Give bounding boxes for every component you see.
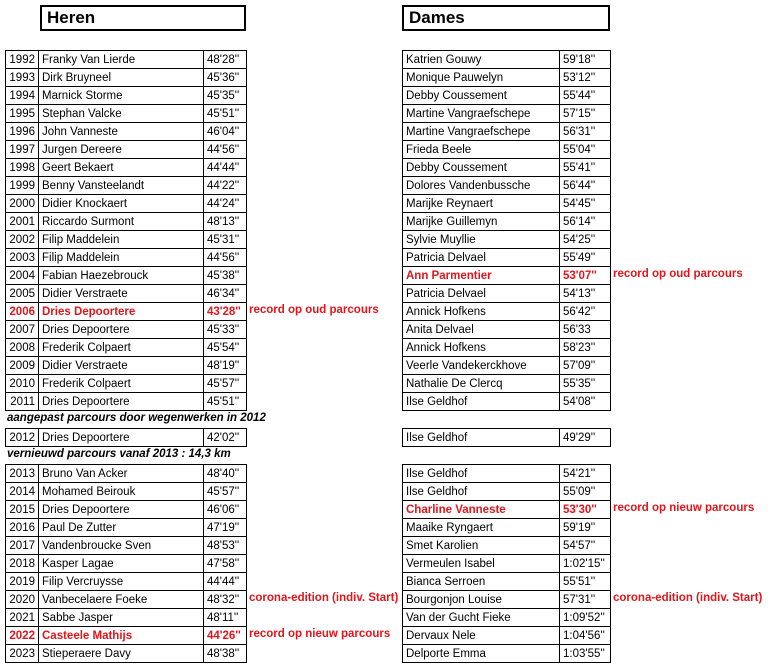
time-cell: 46'34'' — [204, 285, 247, 303]
name-cell: Smet Karolien — [403, 537, 560, 555]
year-cell: 2005 — [6, 285, 39, 303]
table-row — [403, 357, 611, 375]
table-row — [6, 141, 247, 159]
time-cell: 56'14'' — [560, 213, 611, 231]
table-row — [403, 177, 611, 195]
time-cell: 1:09'52'' — [560, 609, 611, 627]
name-cell: Frederik Colpaert — [39, 339, 204, 357]
time-cell: 54'57'' — [560, 537, 611, 555]
time-cell: 45'36'' — [204, 69, 247, 87]
name-cell: Annick Hofkens — [403, 303, 560, 321]
year-cell: 1995 — [6, 105, 39, 123]
table-row — [6, 555, 247, 573]
name-cell: Debby Coussement — [403, 87, 560, 105]
time-cell: 1:04'56'' — [560, 627, 611, 645]
name-cell: Stieperaere Davy — [39, 645, 204, 663]
time-cell: 46'04'' — [204, 123, 247, 141]
year-cell: 2002 — [6, 231, 39, 249]
table-row — [6, 519, 247, 537]
name-cell: Nathalie De Clercq — [403, 375, 560, 393]
year-cell: 1994 — [6, 87, 39, 105]
time-cell: 57'09'' — [560, 357, 611, 375]
name-cell: Filip Maddelein — [39, 231, 204, 249]
time-cell: 55'49'' — [560, 249, 611, 267]
name-cell: Filip Vercruysse — [39, 573, 204, 591]
table-row — [403, 609, 611, 627]
time-cell: 57'15'' — [560, 105, 611, 123]
year-cell: 2003 — [6, 249, 39, 267]
note-women-2020: corona-edition (indiv. Start) — [613, 592, 763, 604]
time-cell: 56'33 — [560, 321, 611, 339]
year-cell: 1999 — [6, 177, 39, 195]
table-row — [6, 195, 247, 213]
time-cell: 48'53'' — [204, 537, 247, 555]
time-cell: 44'22'' — [204, 177, 247, 195]
year-cell: 2013 — [6, 465, 39, 483]
time-cell: 55'35'' — [560, 375, 611, 393]
name-cell: Dirk Bruyneel — [39, 69, 204, 87]
year-cell: 2009 — [6, 357, 39, 375]
table-row — [6, 69, 247, 87]
name-cell: Dries Depoortere — [39, 501, 204, 519]
table-row — [6, 573, 247, 591]
time-cell: 48'40'' — [204, 465, 247, 483]
table-row — [403, 285, 611, 303]
table-row — [403, 195, 611, 213]
time-cell: 45'57'' — [204, 375, 247, 393]
name-cell: Patricia Delvael — [403, 249, 560, 267]
name-cell: Riccardo Surmont — [39, 213, 204, 231]
year-cell: 1992 — [6, 51, 39, 69]
name-cell: Anita Delvael — [403, 321, 560, 339]
name-cell: Vanbecelaere Foeke — [39, 591, 204, 609]
name-cell: Mohamed Beirouk — [39, 483, 204, 501]
time-cell: 48'32'' — [204, 591, 247, 609]
year-cell: 2023 — [6, 645, 39, 663]
table-row — [6, 429, 247, 447]
name-cell: Stephan Valcke — [39, 105, 204, 123]
time-cell: 47'58'' — [204, 555, 247, 573]
table-row — [403, 555, 611, 573]
name-cell: Marijke Guillemyn — [403, 213, 560, 231]
time-cell: 59'19'' — [560, 519, 611, 537]
name-cell: Bruno Van Acker — [39, 465, 204, 483]
table-row — [6, 303, 247, 321]
table-row — [6, 591, 247, 609]
table-row — [403, 51, 611, 69]
year-cell: 2017 — [6, 537, 39, 555]
time-cell: 56'44'' — [560, 177, 611, 195]
note-men-2022: record op nieuw parcours — [249, 628, 391, 640]
table-row — [6, 231, 247, 249]
name-cell: Martine Vangraefschepe — [403, 123, 560, 141]
time-cell: 53'30'' — [560, 501, 611, 519]
year-cell: 2019 — [6, 573, 39, 591]
table-row — [6, 627, 247, 645]
time-cell: 56'42'' — [560, 303, 611, 321]
name-cell: Didier Knockaert — [39, 195, 204, 213]
time-cell: 54'21'' — [560, 465, 611, 483]
time-cell: 55'04'' — [560, 141, 611, 159]
time-cell: 55'09'' — [560, 483, 611, 501]
year-cell: 2001 — [6, 213, 39, 231]
year-cell: 2015 — [6, 501, 39, 519]
table-row — [403, 69, 611, 87]
time-cell: 48'19'' — [204, 357, 247, 375]
name-cell: Van der Gucht Fieke — [403, 609, 560, 627]
name-cell: Dolores Vandenbussche — [403, 177, 560, 195]
men-results-table-old — [5, 50, 247, 411]
table-row — [6, 465, 247, 483]
year-cell: 2016 — [6, 519, 39, 537]
table-row — [6, 249, 247, 267]
time-cell: 53'07'' — [560, 267, 611, 285]
name-cell: Annick Hofkens — [403, 339, 560, 357]
table-row — [6, 51, 247, 69]
year-cell: 1997 — [6, 141, 39, 159]
time-cell: 48'38'' — [204, 645, 247, 663]
table-row — [6, 213, 247, 231]
year-cell: 1993 — [6, 69, 39, 87]
time-cell: 56'31'' — [560, 123, 611, 141]
name-cell: Geert Bekaert — [39, 159, 204, 177]
table-row — [6, 609, 247, 627]
table-row — [403, 231, 611, 249]
table-row — [6, 321, 247, 339]
name-cell: Dries Depoortere — [39, 321, 204, 339]
time-cell: 53'12'' — [560, 69, 611, 87]
time-cell: 43'28'' — [204, 303, 247, 321]
year-cell: 2010 — [6, 375, 39, 393]
name-cell: Katrien Gouwy — [403, 51, 560, 69]
time-cell: 45'35'' — [204, 87, 247, 105]
time-cell: 44'44'' — [204, 159, 247, 177]
year-cell: 2020 — [6, 591, 39, 609]
time-cell: 1:02'15'' — [560, 555, 611, 573]
year-cell: 2004 — [6, 267, 39, 285]
name-cell: Frieda Beele — [403, 141, 560, 159]
table-row — [6, 357, 247, 375]
time-cell: 48'11'' — [204, 609, 247, 627]
name-cell: Bianca Serroen — [403, 573, 560, 591]
table-row — [403, 213, 611, 231]
table-row — [6, 105, 247, 123]
time-cell: 54'25'' — [560, 231, 611, 249]
table-row — [403, 321, 611, 339]
name-cell: John Vanneste — [39, 123, 204, 141]
men-header: Heren — [40, 5, 246, 31]
name-cell: Vandenbroucke Sven — [39, 537, 204, 555]
table-row — [403, 87, 611, 105]
year-cell: 2008 — [6, 339, 39, 357]
table-row — [6, 123, 247, 141]
name-cell: Filip Maddelein — [39, 249, 204, 267]
time-cell: 59'18'' — [560, 51, 611, 69]
year-cell: 2006 — [6, 303, 39, 321]
name-cell: Ann Parmentier — [403, 267, 560, 285]
time-cell: 44'44'' — [204, 573, 247, 591]
table-row — [6, 285, 247, 303]
table-row — [403, 267, 611, 285]
note-men-2006: record op oud parcours — [249, 304, 379, 316]
name-cell: Dervaux Nele — [403, 627, 560, 645]
name-cell: Jurgen Dereere — [39, 141, 204, 159]
name-cell: Marijke Reynaert — [403, 195, 560, 213]
time-cell: 44'26'' — [204, 627, 247, 645]
table-row — [403, 141, 611, 159]
table-row — [403, 465, 611, 483]
time-cell: 45'51'' — [204, 105, 247, 123]
time-cell: 55'44'' — [560, 87, 611, 105]
time-cell: 45'33'' — [204, 321, 247, 339]
name-cell: Fabian Haezebrouck — [39, 267, 204, 285]
year-cell: 2014 — [6, 483, 39, 501]
time-cell: 54'13'' — [560, 285, 611, 303]
table-row — [403, 537, 611, 555]
name-cell: Didier Verstraete — [39, 357, 204, 375]
table-row — [403, 483, 611, 501]
table-row — [403, 375, 611, 393]
time-cell: 45'54'' — [204, 339, 247, 357]
table-row — [6, 159, 247, 177]
name-cell: Dries Depoortere — [39, 303, 204, 321]
table-row — [403, 105, 611, 123]
women-results-table-old — [402, 50, 611, 411]
name-cell: Debby Coussement — [403, 159, 560, 177]
time-cell: 48'13'' — [204, 213, 247, 231]
name-cell: Vermeulen Isabel — [403, 555, 560, 573]
women-header: Dames — [402, 5, 610, 31]
name-cell: Benny Vansteelandt — [39, 177, 204, 195]
year-cell: 2022 — [6, 627, 39, 645]
name-cell: Ilse Geldhof — [403, 465, 560, 483]
time-cell: 47'19'' — [204, 519, 247, 537]
time-cell: 46'06'' — [204, 501, 247, 519]
name-cell: Kasper Lagae — [39, 555, 204, 573]
time-cell: 42'02'' — [204, 429, 247, 447]
women-results-table-2012 — [402, 428, 611, 447]
table-row — [6, 537, 247, 555]
table-row — [403, 123, 611, 141]
time-cell: 44'56'' — [204, 249, 247, 267]
note-women-2015: record op nieuw parcours — [613, 502, 755, 514]
table-row — [403, 249, 611, 267]
name-cell: Sylvie Muyllie — [403, 231, 560, 249]
note-women-2004: record op oud parcours — [613, 268, 743, 280]
note-men-2020: corona-edition (indiv. Start) — [249, 592, 399, 604]
name-cell: Monique Pauwelyn — [403, 69, 560, 87]
time-cell: 45'31'' — [204, 231, 247, 249]
men-results-table-new — [5, 464, 247, 663]
year-cell: 2011 — [6, 393, 39, 411]
time-cell: 54'08'' — [560, 393, 611, 411]
year-cell: 1998 — [6, 159, 39, 177]
table-row — [6, 87, 247, 105]
name-cell: Sabbe Jasper — [39, 609, 204, 627]
table-row — [403, 591, 611, 609]
name-cell: Patricia Delvael — [403, 285, 560, 303]
table-row — [403, 573, 611, 591]
table-row — [6, 393, 247, 411]
name-cell: Casteele Mathijs — [39, 627, 204, 645]
name-cell: Didier Verstraete — [39, 285, 204, 303]
table-row — [403, 627, 611, 645]
year-cell: 2018 — [6, 555, 39, 573]
name-cell: Ilse Geldhof — [403, 393, 560, 411]
time-cell: 44'56'' — [204, 141, 247, 159]
name-cell: Charline Vanneste — [403, 501, 560, 519]
separator-2013: vernieuwd parcours vanaf 2013 : 14,3 km — [7, 448, 231, 460]
name-cell: Delporte Emma — [403, 645, 560, 663]
name-cell: Frederik Colpaert — [39, 375, 204, 393]
name-cell: Dries Depoortere — [39, 393, 204, 411]
time-cell: 57'31'' — [560, 591, 611, 609]
time-cell: 55'41'' — [560, 159, 611, 177]
year-cell: 1996 — [6, 123, 39, 141]
time-cell: 58'23'' — [560, 339, 611, 357]
time-cell: 44'24'' — [204, 195, 247, 213]
men-results-table-2012 — [5, 428, 247, 447]
table-row — [403, 303, 611, 321]
time-cell: 45'51'' — [204, 393, 247, 411]
table-row — [403, 645, 611, 663]
table-row — [403, 339, 611, 357]
name-cell: Martine Vangraefschepe — [403, 105, 560, 123]
time-cell: 49'29'' — [560, 429, 611, 447]
name-cell: Paul De Zutter — [39, 519, 204, 537]
time-cell: 45'38'' — [204, 267, 247, 285]
name-cell: Dries Depoortere — [39, 429, 204, 447]
time-cell: 55'51'' — [560, 573, 611, 591]
table-row — [6, 501, 247, 519]
name-cell: Bourgonjon Louise — [403, 591, 560, 609]
time-cell: 1:03'55'' — [560, 645, 611, 663]
table-row — [403, 519, 611, 537]
year-cell: 2007 — [6, 321, 39, 339]
table-row — [6, 339, 247, 357]
women-results-table-new — [402, 464, 611, 663]
name-cell: Ilse Geldhof — [403, 429, 560, 447]
year-cell: 2021 — [6, 609, 39, 627]
table-row — [403, 393, 611, 411]
table-row — [6, 483, 247, 501]
table-row — [6, 645, 247, 663]
time-cell: 48'28'' — [204, 51, 247, 69]
table-row — [403, 501, 611, 519]
name-cell: Franky Van Lierde — [39, 51, 204, 69]
time-cell: 45'57'' — [204, 483, 247, 501]
year-cell: 2000 — [6, 195, 39, 213]
table-row — [403, 159, 611, 177]
name-cell: Maaike Ryngaert — [403, 519, 560, 537]
name-cell: Veerle Vandekerckhove — [403, 357, 560, 375]
name-cell: Ilse Geldhof — [403, 483, 560, 501]
table-row — [6, 375, 247, 393]
table-row — [403, 429, 611, 447]
time-cell: 54'45'' — [560, 195, 611, 213]
year-cell: 2012 — [6, 429, 39, 447]
table-row — [6, 177, 247, 195]
table-row — [6, 267, 247, 285]
name-cell: Marnick Storme — [39, 87, 204, 105]
separator-2012: aangepast parcours door wegenwerken in 2012 — [7, 412, 266, 424]
